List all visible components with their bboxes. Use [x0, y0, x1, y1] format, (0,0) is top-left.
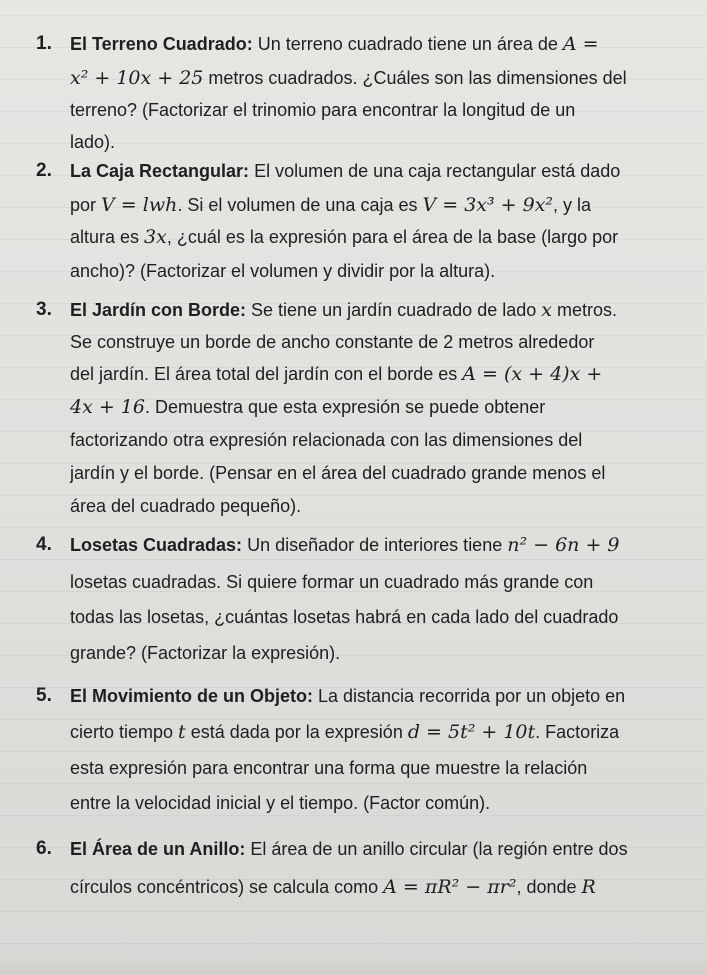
problem-line: [70, 221, 689, 253]
math-expression: 4x + 16: [70, 396, 145, 418]
problem-line: [70, 716, 689, 748]
text-run: . Si el volumen de una caja es: [177, 195, 423, 215]
text-run: losetas cuadradas. Si quiere formar un cuadrado más grande con: [70, 572, 594, 592]
problem-line: [70, 833, 689, 865]
problem-line: [70, 94, 689, 126]
problem-number: 1.: [36, 33, 52, 54]
math-expression: V = lwh: [101, 194, 178, 216]
problem-line: [70, 391, 689, 423]
problem-line: [70, 787, 689, 819]
text-run: Un terreno cuadrado tiene un área de: [252, 34, 563, 54]
text-run: Se construye un borde de ancho constante de 2 metros alrededor: [70, 332, 595, 352]
math-expression: A =: [562, 33, 599, 55]
problem-line: [70, 189, 689, 221]
math-expression: V = 3x³ + 9x²: [422, 194, 554, 216]
problem-line: [70, 255, 689, 287]
text-run: metros.: [551, 300, 617, 320]
text-run: todas las losetas, ¿cuántas losetas habrá en cada lado del cuadrado: [70, 607, 619, 627]
problem-number: 3.: [36, 299, 52, 320]
problem-line: [70, 28, 689, 60]
text-run: . Factoriza: [535, 722, 620, 742]
problem-line: [70, 457, 689, 489]
problem-line: [70, 637, 689, 669]
problem-line: [70, 358, 689, 390]
text-run: terreno? (Factorizar el trinomio para encontrar la longitud de un: [70, 100, 576, 120]
problem-line: [70, 294, 689, 326]
text-run: , donde: [516, 877, 582, 897]
text-run: Se tiene un jardín cuadrado de lado: [246, 300, 542, 320]
text-run: El área de un anillo circular (la región entre dos: [245, 839, 628, 859]
text-run: círculos concéntricos) se calcula como: [70, 877, 384, 897]
text-run: cierto tiempo: [70, 722, 179, 742]
problem-line: [70, 680, 689, 712]
problem-number: 2.: [36, 160, 52, 181]
problem-number: 4.: [36, 534, 52, 555]
text-run: área del cuadrado pequeño).: [70, 496, 302, 516]
text-run: del jardín. El área total del jardín con el borde es: [70, 364, 463, 384]
text-run: . Demuestra que esta expresión se puede obtener: [144, 397, 546, 417]
problem-line: [70, 566, 689, 598]
problem-line: [70, 529, 689, 561]
problem-line: [70, 871, 689, 903]
math-expression: d = 5t² + 10t: [407, 721, 536, 743]
text-run: , ¿cuál es la expresión para el área de la base (largo por: [166, 227, 619, 247]
text-run: entre la velocidad inicial y el tiempo. (Factor común).: [70, 793, 491, 813]
math-expression: A = πR² − πr²: [383, 876, 517, 898]
problem-title: El Movimiento de un Objeto:: [70, 686, 313, 706]
text-run: altura es: [70, 227, 145, 247]
problem-line: [70, 752, 689, 784]
problem-line: [70, 601, 689, 633]
math-expression: t: [178, 721, 186, 743]
problem-line: [70, 155, 689, 187]
text-run: factorizando otra expresión relacionada con las dimensiones del: [70, 430, 583, 450]
text-run: metros cuadrados. ¿Cuáles son las dimensiones del: [203, 68, 627, 88]
problem-title: La Caja Rectangular:: [70, 161, 250, 181]
problem-line: [70, 424, 689, 456]
problem-line: [70, 126, 689, 158]
text-run: grande? (Factorizar la expresión).: [70, 643, 341, 663]
problem-line: [70, 326, 689, 358]
math-expression: n² − 6n + 9: [507, 534, 620, 556]
text-run: jardín y el borde. (Pensar en el área del cuadrado grande menos el: [70, 463, 606, 483]
math-expression: x² + 10x + 25: [70, 67, 204, 89]
text-run: Un diseñador de interiores tiene: [242, 535, 508, 555]
problem-line: [70, 490, 689, 522]
page-bottom-shadow: [0, 957, 707, 975]
text-run: está dada por la expresión: [185, 722, 408, 742]
math-expression: x: [541, 299, 552, 321]
problem-number: 5.: [36, 685, 52, 706]
text-run: La distancia recorrida por un objeto en: [313, 686, 626, 706]
problem-number: 6.: [36, 838, 52, 859]
text-run: , y la: [553, 195, 592, 215]
problem-title: Losetas Cuadradas:: [70, 535, 243, 555]
text-run: El volumen de una caja rectangular está dado: [249, 161, 621, 181]
text-run: lado).: [70, 132, 116, 152]
math-expression: 3x: [144, 226, 167, 248]
problem-title: El Área de un Anillo:: [70, 839, 246, 859]
text-run: por: [70, 195, 102, 215]
text-run: ancho)? (Factorizar el volumen y dividir por la altura).: [70, 261, 496, 281]
math-expression: A = (x + 4)x +: [462, 363, 603, 385]
math-expression: R: [581, 876, 596, 898]
text-run: esta expresión para encontrar una forma que muestre la relación: [70, 758, 588, 778]
problem-line: [70, 62, 689, 94]
problem-title: El Jardín con Borde:: [70, 300, 247, 320]
problem-title: El Terreno Cuadrado:: [70, 34, 253, 54]
